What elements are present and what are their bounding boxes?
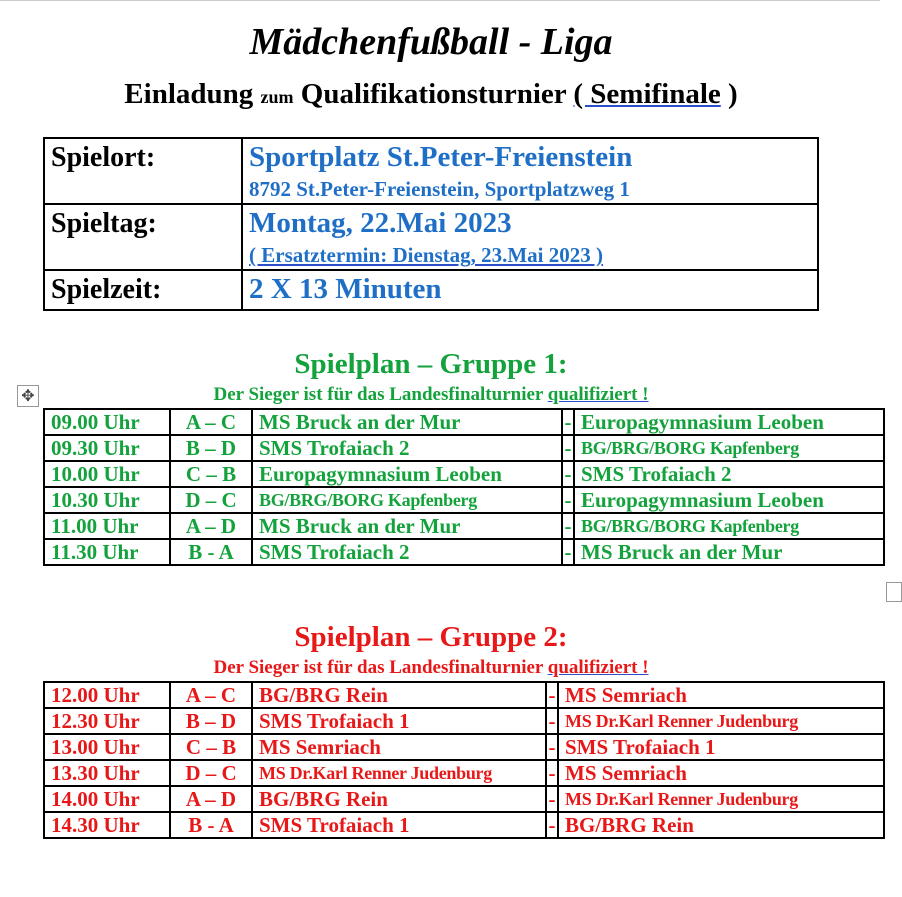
- spielort-value: Sportplatz St.Peter-Freienstein: [249, 141, 633, 173]
- match-time: 10.00 Uhr: [44, 461, 170, 487]
- table-row: [44, 435, 884, 461]
- home-team: SMS Trofaiach 2: [252, 435, 562, 461]
- subtitle-main: Qualifikationsturnier: [300, 78, 567, 110]
- subtitle-end: ): [728, 78, 738, 110]
- spielort-address: 8792 St.Peter-Freienstein, Sportplatzweg 1: [249, 177, 630, 201]
- home-team: Europagymnasium Leoben: [252, 461, 562, 487]
- match-time: 11.00 Uhr: [44, 513, 170, 539]
- subtitle-small: zum: [260, 87, 294, 107]
- subtitle-link: ( Semifinale: [573, 78, 721, 110]
- match-time: 09.00 Uhr: [44, 409, 170, 435]
- match-pairing: D – C: [170, 487, 252, 513]
- match-time: 12.00 Uhr: [44, 682, 170, 708]
- table-row: [44, 487, 884, 513]
- separator: -: [562, 461, 574, 487]
- match-pairing: C – B: [170, 734, 252, 760]
- match-time: 13.30 Uhr: [44, 760, 170, 786]
- table-row: [44, 708, 884, 734]
- page-title: Mädchenfußball - Liga: [249, 21, 613, 63]
- separator: -: [546, 734, 558, 760]
- home-team: BG/BRG Rein: [252, 786, 546, 812]
- table-row: [44, 513, 884, 539]
- spieltag-alt: ( Ersatztermin: Dienstag, 23.Mai 2023 ): [249, 243, 604, 267]
- separator: -: [562, 539, 574, 565]
- group1-note-text: Der Sieger ist für das Landesfinalturnier: [213, 384, 543, 405]
- match-pairing: A – D: [170, 786, 252, 812]
- match-pairing: A – C: [170, 409, 252, 435]
- match-time: 14.00 Uhr: [44, 786, 170, 812]
- match-pairing: B – D: [170, 435, 252, 461]
- home-team: MS Bruck an der Mur: [252, 513, 562, 539]
- away-team: BG/BRG Rein: [558, 812, 884, 838]
- home-team: MS Semriach: [252, 734, 546, 760]
- group1-table: [43, 408, 885, 566]
- group1-note: [0, 384, 862, 406]
- info-row-spieltag: [44, 204, 818, 270]
- info-row-spielzeit: [44, 270, 818, 310]
- away-team: MS Semriach: [558, 760, 884, 786]
- info-table: [43, 137, 819, 311]
- home-team: SMS Trofaiach 2: [252, 539, 562, 565]
- group2-title: Spielplan – Gruppe 2:: [294, 621, 568, 653]
- away-team: BG/BRG/BORG Kapfenberg: [574, 435, 884, 461]
- match-time: 11.30 Uhr: [44, 539, 170, 565]
- away-team: Europagymnasium Leoben: [574, 409, 884, 435]
- separator: -: [546, 760, 558, 786]
- separator: -: [546, 682, 558, 708]
- match-pairing: B - A: [170, 539, 252, 565]
- group1-title: Spielplan – Gruppe 1:: [294, 348, 568, 380]
- separator: -: [562, 409, 574, 435]
- spielort-cell: [242, 138, 818, 204]
- subtitle-pre: Einladung: [124, 78, 254, 110]
- match-time: 09.30 Uhr: [44, 435, 170, 461]
- table-row: [44, 786, 884, 812]
- match-time: 14.30 Uhr: [44, 812, 170, 838]
- table-row: [44, 812, 884, 838]
- group2-note: [0, 657, 862, 679]
- match-time: 10.30 Uhr: [44, 487, 170, 513]
- match-pairing: D – C: [170, 760, 252, 786]
- home-team: SMS Trofaiach 1: [252, 708, 546, 734]
- home-team: MS Bruck an der Mur: [252, 409, 562, 435]
- page-subtitle: [0, 74, 862, 117]
- match-pairing: B – D: [170, 708, 252, 734]
- away-team: MS Dr.Karl Renner Judenburg: [558, 708, 884, 734]
- table-row: [44, 760, 884, 786]
- spielzeit-value: 2 X 13 Minuten: [249, 273, 442, 305]
- away-team: SMS Trofaiach 2: [574, 461, 884, 487]
- match-pairing: C – B: [170, 461, 252, 487]
- match-pairing: B - A: [170, 812, 252, 838]
- separator: -: [546, 708, 558, 734]
- spieltag-cell: [242, 204, 818, 270]
- away-team: SMS Trofaiach 1: [558, 734, 884, 760]
- separator: -: [546, 812, 558, 838]
- group2-note-text: Der Sieger ist für das Landesfinalturnier: [213, 657, 543, 678]
- table-move-icon[interactable]: ✥: [17, 385, 39, 407]
- home-team: BG/BRG Rein: [252, 682, 546, 708]
- spieltag-value: Montag, 22.Mai 2023: [249, 207, 512, 239]
- away-team: Europagymnasium Leoben: [574, 487, 884, 513]
- group2-note-link: qualifiziert !: [547, 657, 649, 678]
- spielzeit-cell: [242, 270, 818, 310]
- away-team: BG/BRG/BORG Kapfenberg: [574, 513, 884, 539]
- away-team: MS Semriach: [558, 682, 884, 708]
- group2-table: [43, 681, 885, 839]
- spielort-label: Spielort:: [44, 138, 242, 204]
- spieltag-label: Spieltag:: [44, 204, 242, 270]
- table-resize-handle-icon[interactable]: [886, 582, 902, 602]
- separator: -: [562, 513, 574, 539]
- info-row-spielort: [44, 138, 818, 204]
- table-row: [44, 461, 884, 487]
- home-team: MS Dr.Karl Renner Judenburg: [252, 760, 546, 786]
- separator: -: [562, 487, 574, 513]
- away-team: MS Dr.Karl Renner Judenburg: [558, 786, 884, 812]
- table-row: [44, 539, 884, 565]
- table-row: [44, 682, 884, 708]
- separator: -: [546, 786, 558, 812]
- table-row: [44, 409, 884, 435]
- page-top-edge: [0, 0, 880, 1]
- match-pairing: A – D: [170, 513, 252, 539]
- match-time: 12.30 Uhr: [44, 708, 170, 734]
- group1-note-link: qualifiziert !: [547, 384, 649, 405]
- home-team: SMS Trofaiach 1: [252, 812, 546, 838]
- away-team: MS Bruck an der Mur: [574, 539, 884, 565]
- match-time: 13.00 Uhr: [44, 734, 170, 760]
- table-row: [44, 734, 884, 760]
- spielzeit-label: Spielzeit:: [44, 270, 242, 310]
- home-team: BG/BRG/BORG Kapfenberg: [252, 487, 562, 513]
- match-pairing: A – C: [170, 682, 252, 708]
- separator: -: [562, 435, 574, 461]
